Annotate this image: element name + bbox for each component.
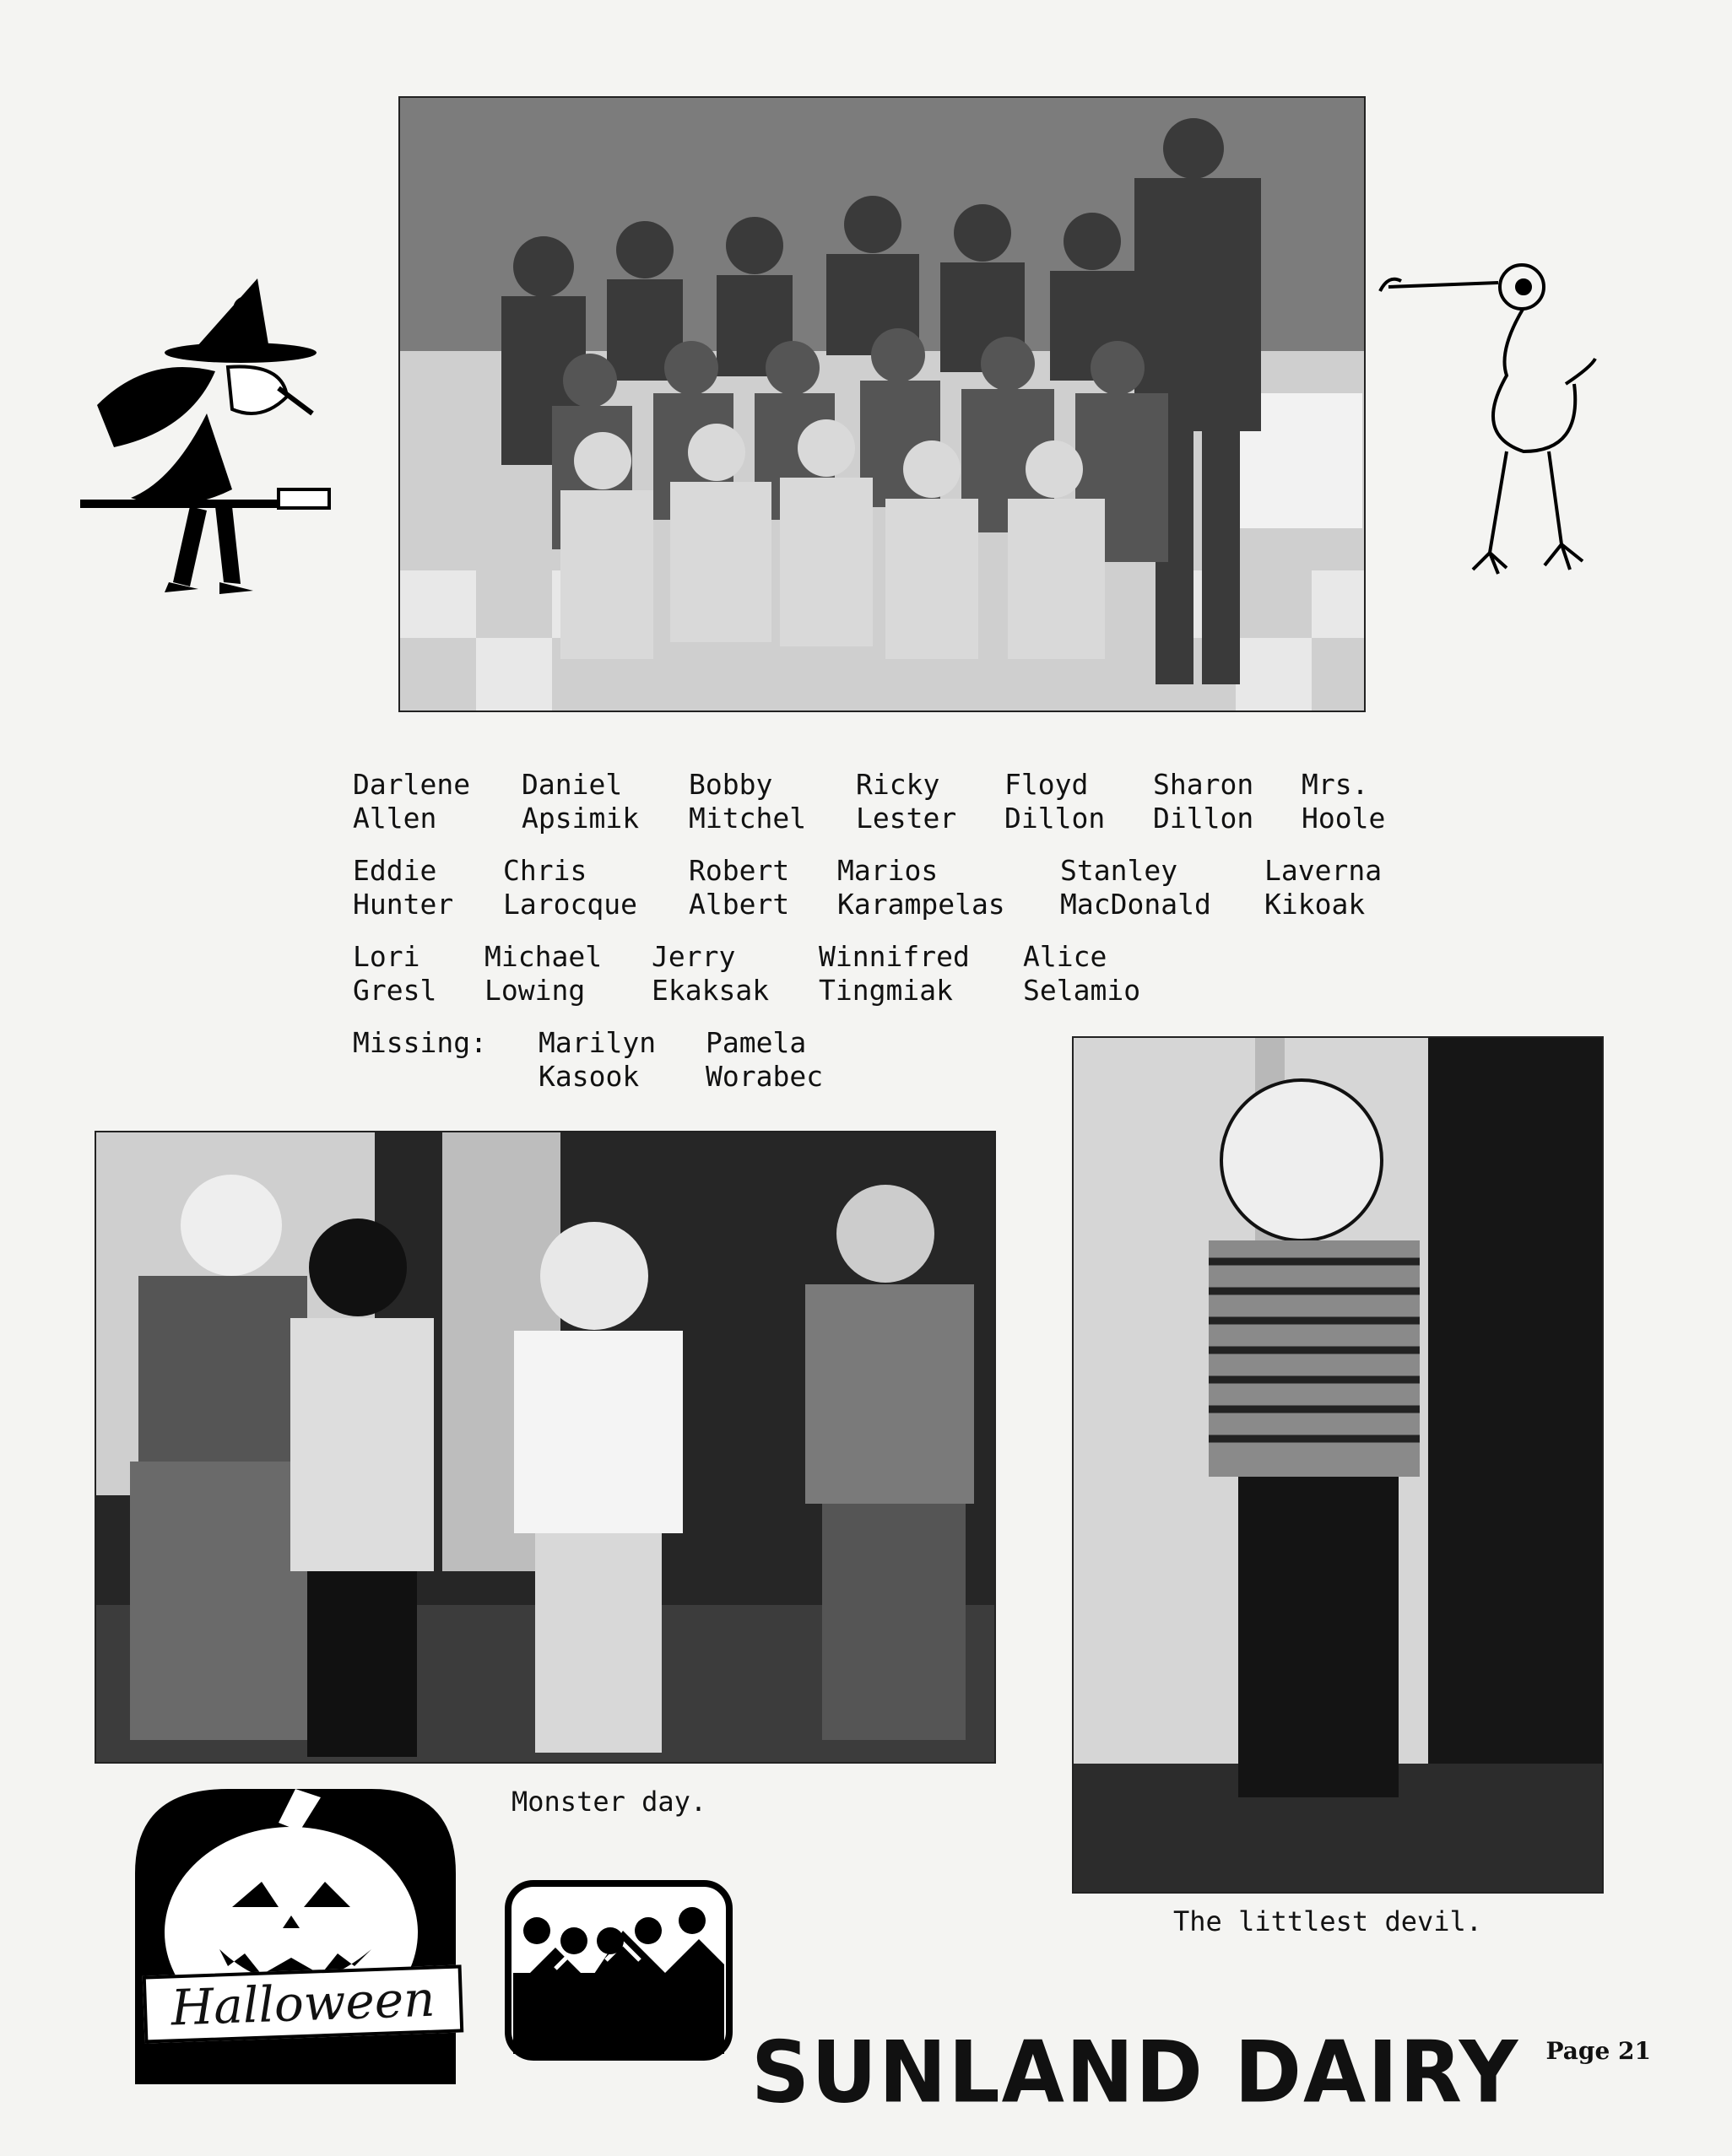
student-name: Floyd Dillon [1004,768,1106,835]
student-name: Bobby Mitchel [689,768,807,835]
student-name: Lori Gresl [353,940,437,1007]
student-name: Winnifred Tingmiak [819,940,970,1007]
missing-name: Marilyn Kasook [539,1026,657,1093]
page-number: Page 21 [1545,2037,1651,2065]
student-name: Marios Karampelas [837,854,1005,921]
names-row-2 [353,854,1450,921]
witch-illustration [80,262,397,633]
sponsor-name: SUNLAND DAIRY [751,2023,1520,2122]
student-name: Eddie Hunter [353,854,454,921]
names-row-3 [353,940,1450,1008]
student-name: Robert Albert [689,854,790,921]
monster-day-photo [95,1131,996,1764]
teacher-name: Mrs. Hoole [1302,768,1386,835]
student-name: Ricky Lester [856,768,957,835]
sunland-dairy-emblem [505,1880,733,2061]
class-photo [398,96,1366,712]
bird-illustration [1372,249,1599,578]
missing-name: Pamela Worabec [706,1026,824,1093]
student-name: Chris Larocque [503,854,637,921]
student-name: Sharon Dillon [1153,768,1254,835]
littlest-devil-caption: The littlest devil. [1173,1905,1483,1937]
student-name: Jerry Ekaksak [652,940,770,1007]
student-name: Michael Lowing [484,940,603,1007]
student-name: Darlene Allen [353,768,471,835]
student-name: Daniel Apsimik [522,768,640,835]
student-name: Stanley MacDonald [1060,854,1211,921]
halloween-logo-text: Halloween [143,1964,464,2043]
names-row-1 [353,768,1450,835]
missing-label: Missing: [353,1026,487,1059]
student-name: Laverna Kikoak [1264,854,1383,921]
monster-day-caption: Monster day. [511,1786,707,1818]
littlest-devil-photo [1072,1036,1604,1894]
student-name: Alice Selamio [1023,940,1141,1007]
